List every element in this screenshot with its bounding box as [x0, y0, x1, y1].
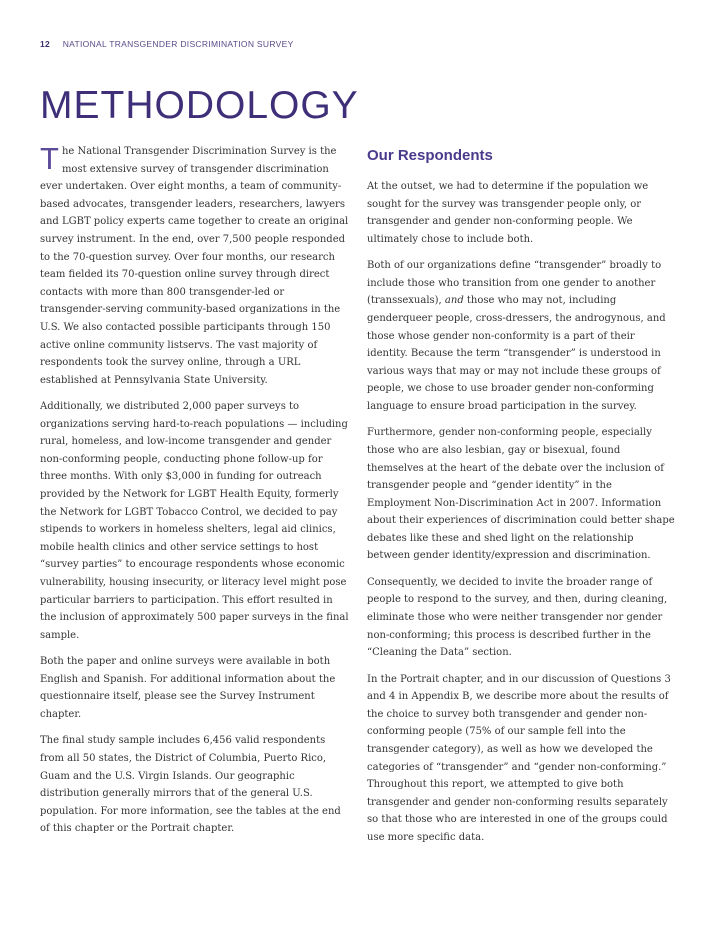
- running-title: NATIONAL TRANSGENDER DISCRIMINATION SURVEY: [62, 39, 294, 49]
- running-header: [40, 39, 294, 49]
- body-paragraph: Additionally, we distributed 2,000 paper surveys to organizations serving hard-to-reach populations — including rural, homeless, and low-income transgender and gender non-conforming people, conducting phone follow-up for three months. With only $3,000 in funding for outreach provided by the Network for LGBT Health Equity, formerly the Network for LGBT Tobacco Control, we decided to pay stipends to workers in homeless shelters, legal aid clinics, mobile health clinics and other service settings to host “survey parties” to encourage respondents whose economic vulnerability, housing insecurity, or literacy level might pose particular barriers to participation. This effort resulted in the inclusion of approximately 500 paper surveys in the final sample.: [40, 401, 349, 641]
- body-paragraph: [367, 257, 677, 415]
- body-paragraph: Consequently, we decided to invite the broader range of people to respond to the survey, and then, during cleaning, eliminate those who were neither transgender nor gender non-conforming; this process is described further in the “Cleaning the Data” section.: [367, 576, 668, 659]
- page-number: 12: [40, 39, 51, 49]
- page-title: METHODOLOGY: [40, 84, 359, 127]
- body-paragraph: Both the paper and online surveys were available in both English and Spanish. For additional information about the questionnaire itself, please see the Survey Instrument chapter.: [40, 656, 336, 720]
- body-paragraph: Furthermore, gender non-conforming people, especially those who are also lesbian, gay or bisexual, found themselves at the heart of the debate over the inclusion of transgender people and “gender identity” in the Employment Non-Discrimination Act in 2007. Information about their experiences of discrimination could better shape debates like these and shed light on the relationship between gender identity/expression and discrimination.: [367, 427, 675, 562]
- intro-paragraph: [40, 143, 350, 389]
- body-text: Both of our organizations define “transgender” broadly to include those who transition from one gender to another (transsexuals),: [367, 260, 662, 307]
- drop-cap: T: [40, 141, 59, 176]
- body-paragraph: In the Portrait chapter, and in our discussion of Questions 3 and 4 in Appendix B, we describe more about the results of the choice to survey both transgender and gender non-conforming people (75% of our sample fell into the transgender category), as well as how we developed the categories of “transgender” and “gender non-conforming.” Throughout this report, we attempted to give both transgender and gender non-conforming results separately so that those who are interested in one of the groups could use more specific data.: [367, 673, 671, 843]
- body-paragraph: At the outset, we had to determine if the population we sought for the survey was transgender people only, or transgender and gender non-conforming people. We ultimately chose to include both.: [367, 181, 649, 245]
- body-paragraph: The final study sample includes 6,456 valid respondents from all 50 states, the District of Columbia, Puerto Rico, Guam and the U.S. Virgin Islands. Our geographic distribution generally mirrors that of the general U.S. population. For more information, see the tables at the end of this chapter or the Portrait chapter.: [40, 735, 341, 835]
- intro-text: he National Transgender Discrimination Survey is the most extensive survey of transgender discrimination ever undertaken. Over eight months, a team of community-based advocates, transgender leaders, researchers, lawyers and LGBT policy experts came together to create an original survey instrument. In the end, over 7,500 people responded to the 70-question survey. Over four months, our research team fielded its 70-question online survey through direct contacts with more than 800 transgender-led or transgender-serving community-based organizations in the U.S. We also contacted possible participants through 150 active online community listservs. The vast majority of respondents took the survey online, through a URL established at Pennsylvania State University.: [40, 146, 349, 386]
- section-heading: Our Respondents: [367, 147, 493, 164]
- emphasis-text: and: [444, 295, 464, 307]
- left-column: [40, 143, 350, 847]
- right-column: [367, 143, 677, 855]
- body-text: those who may not, including genderqueer people, cross-dressers, the androgynous, and those whose gender non-conformity is a part of their identity. Because the term “transgender” is understood in various ways that may or may not include these groups of people, we chose to use broader gender non-conforming language to ensure broad participation in the survey.: [367, 295, 666, 412]
